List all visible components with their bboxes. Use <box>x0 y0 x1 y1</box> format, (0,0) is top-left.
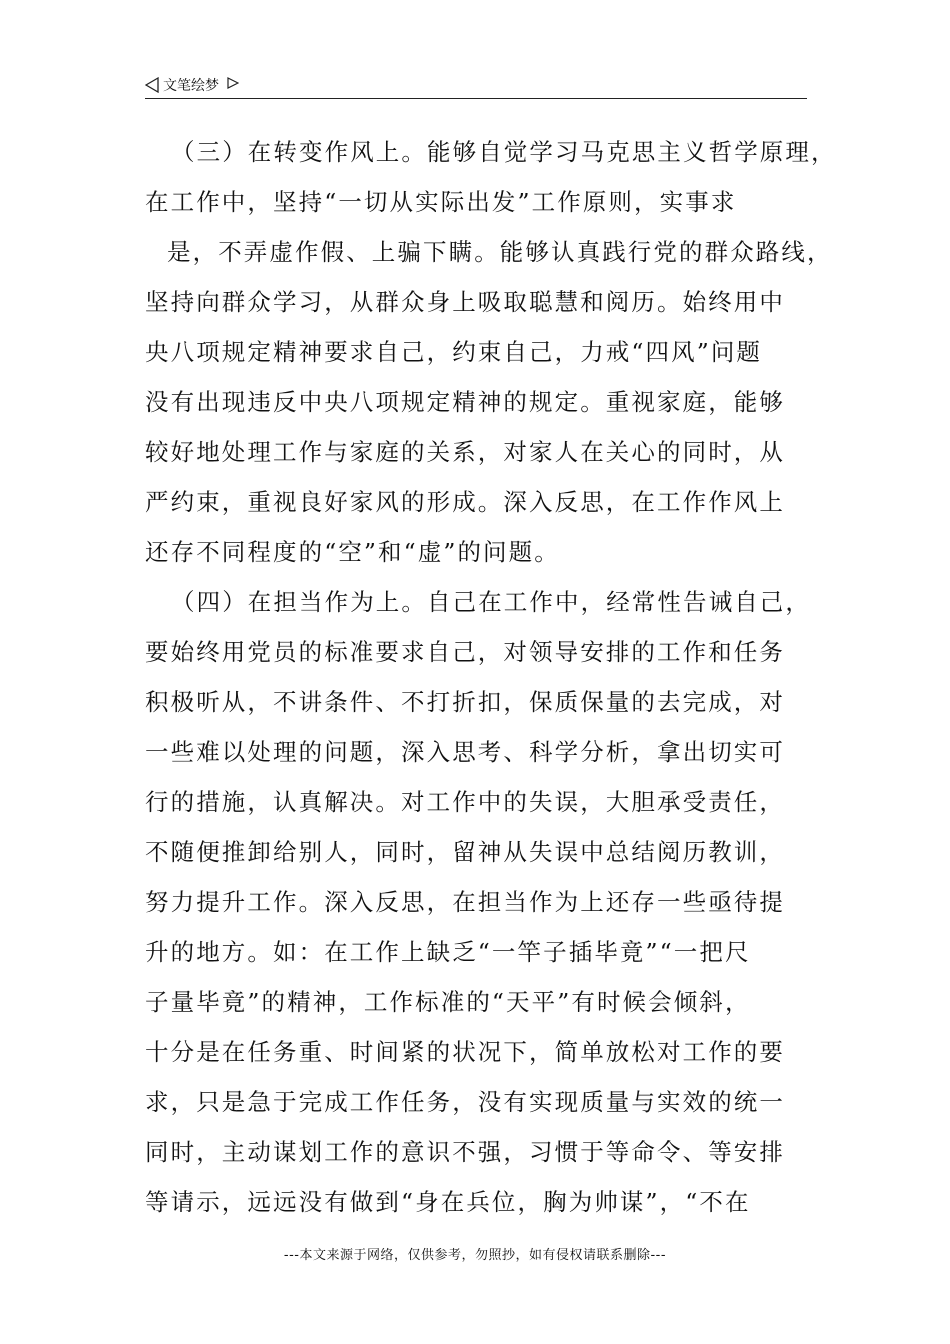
page-header <box>145 74 807 99</box>
paragraph-line: 是，不弄虚作假、上骗下瞒。能够认真践行党的群众路线， <box>167 238 833 266</box>
paragraph-line: 子量毕竟”的精神，工作标准的“天平”有时候会倾斜， <box>145 988 751 1016</box>
document-body <box>145 127 837 1227</box>
paragraph-line: 努力提升工作。深入反思，在担当作为上还存一些亟待提 <box>145 888 785 916</box>
paragraph-line: 要始终用党员的标准要求自己，对领导安排的工作和任务 <box>145 638 785 666</box>
page-footer-disclaimer: ---本文来源于网络，仅供参考，勿照抄，如有侵权请联系删除--- <box>283 1248 667 1263</box>
paragraph-line: 较好地处理工作与家庭的关系，对家人在关心的同时，从 <box>145 438 785 466</box>
paragraph-line: 等请示，远远没有做到“身在兵位，胸为帅谋”，“不在 <box>145 1188 751 1216</box>
paragraph-line: 积极听从，不讲条件、不打折扣，保质保量的去完成，对 <box>145 688 785 716</box>
paragraph-line: 同时，主动谋划工作的意识不强，习惯于等命令、等安排 <box>145 1138 785 1166</box>
paragraph-line: 严约束，重视良好家风的形成。深入反思，在工作作风上 <box>145 488 785 516</box>
paragraph-line: （三）在转变作风上。能够自觉学习马克思主义哲学原理， <box>171 138 837 166</box>
paragraph-line: 一些难以处理的问题，深入思考、科学分析，拿出切实可 <box>145 738 785 766</box>
paragraph-line: 升的地方。如：在工作上缺乏“一竿子插毕竟”“一把尺 <box>145 938 751 966</box>
paragraph-line: 不随便推卸给别人，同时，留神从失误中总结阅历教训， <box>145 838 785 866</box>
triangle-left-icon <box>145 77 159 93</box>
paragraph-line: 央八项规定精神要求自己，约束自己，力戒“四风”问题 <box>145 338 763 366</box>
paragraph-line: 还存不同程度的“空”和“虚”的问题。 <box>145 538 560 566</box>
paragraph-line: 坚持向群众学习，从群众身上吸取聪慧和阅历。始终用中 <box>145 288 785 316</box>
header-brand: 文笔绘梦 <box>163 78 219 94</box>
paragraph-line: （四）在担当作为上。自己在工作中，经常性告诫自己， <box>171 588 811 616</box>
paragraph-line: 在工作中，坚持“一切从实际出发”工作原则，实事求 <box>145 188 737 216</box>
paragraph-line: 行的措施，认真解决。对工作中的失误，大胆承受责任， <box>145 788 785 816</box>
paragraph-line: 十分是在任务重、时间紧的状况下，简单放松对工作的要 <box>145 1038 785 1066</box>
triangle-right-icon <box>227 74 239 86</box>
paragraph-line: 没有出现违反中央八项规定精神的规定。重视家庭，能够 <box>145 388 785 416</box>
paragraph-line: 求，只是急于完成工作任务，没有实现质量与实效的统一 <box>145 1088 785 1116</box>
